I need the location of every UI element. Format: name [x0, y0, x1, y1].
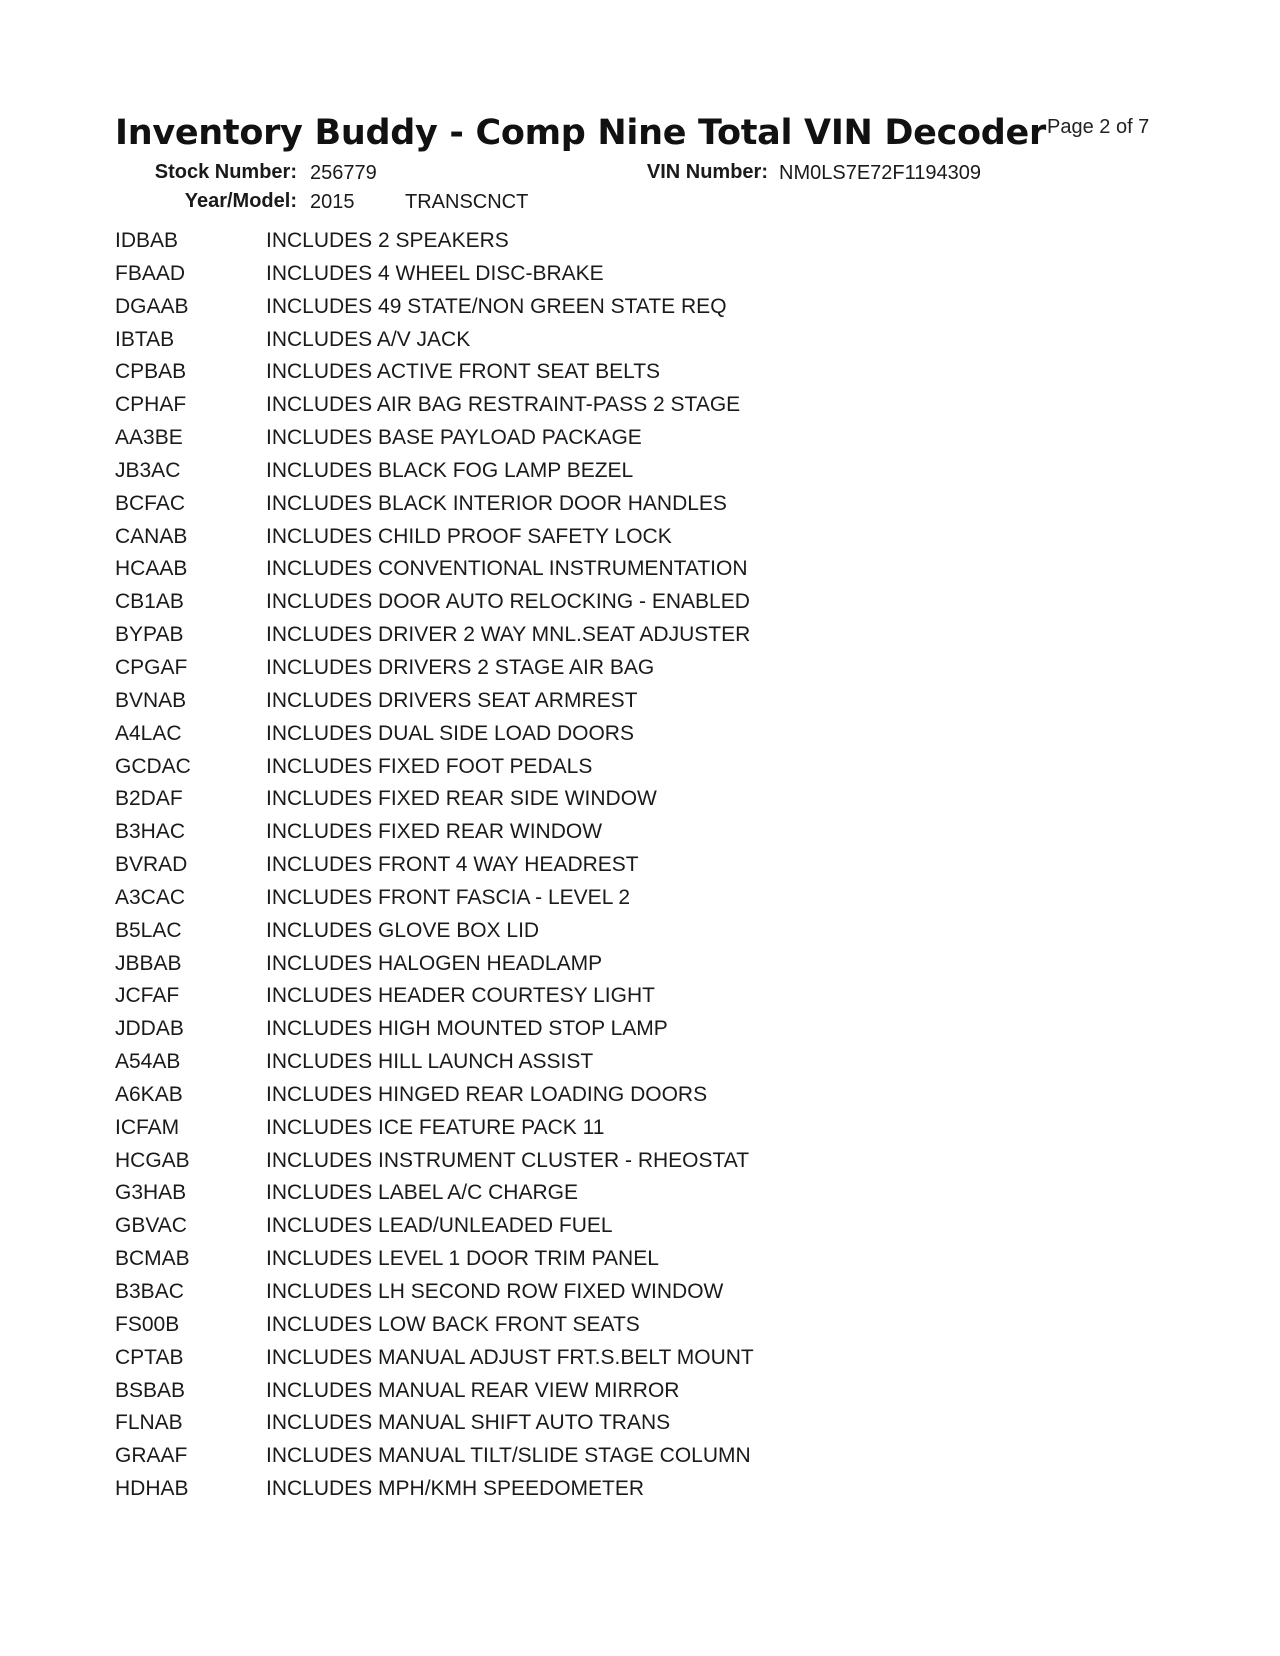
option-row: [115, 360, 1015, 393]
option-description: INCLUDES GLOVE BOX LID: [266, 918, 540, 942]
vin-number-value: NM0LS7E72F1194309: [779, 162, 981, 184]
option-description: INCLUDES BLACK FOG LAMP BEZEL: [266, 458, 634, 482]
option-row: [115, 1214, 1015, 1247]
option-code: B3HAC: [115, 820, 186, 844]
option-row: [115, 557, 1015, 590]
option-code: BCMAB: [115, 1247, 190, 1271]
option-row: [115, 919, 1015, 952]
year-model-label: Year/Model:: [184, 190, 297, 212]
option-description: INCLUDES LEAD/UNLEADED FUEL: [266, 1214, 613, 1238]
option-code: CPHAF: [115, 393, 187, 417]
option-row: [115, 229, 1015, 262]
option-row: [115, 1050, 1015, 1083]
option-code: GBVAC: [115, 1214, 187, 1238]
option-description: INCLUDES 49 STATE/NON GREEN STATE REQ: [266, 294, 727, 318]
option-row: [115, 393, 1015, 426]
option-row: [115, 787, 1015, 820]
option-row: [115, 1313, 1015, 1346]
option-row: [115, 1017, 1015, 1050]
option-description: INCLUDES HIGH MOUNTED STOP LAMP: [266, 1017, 668, 1041]
option-description: INCLUDES HILL LAUNCH ASSIST: [266, 1050, 594, 1074]
option-code: CPBAB: [115, 360, 187, 384]
option-code: HCGAB: [115, 1148, 190, 1172]
option-row: [115, 1477, 1015, 1510]
stock-number-value: 256779: [310, 162, 377, 184]
option-description: INCLUDES BASE PAYLOAD PACKAGE: [266, 426, 642, 450]
option-description: INCLUDES DRIVER 2 WAY MNL.SEAT ADJUSTER: [266, 623, 751, 647]
option-description: INCLUDES HEADER COURTESY LIGHT: [266, 984, 655, 1008]
option-description: INCLUDES DOOR AUTO RELOCKING - ENABLED: [266, 590, 750, 614]
option-row: [115, 492, 1015, 525]
option-code: BYPAB: [115, 623, 184, 647]
option-code: JBBAB: [115, 951, 182, 975]
option-row: [115, 590, 1015, 623]
option-row: [115, 623, 1015, 656]
option-row: [115, 262, 1015, 295]
option-row: [115, 1280, 1015, 1313]
option-description: INCLUDES CONVENTIONAL INSTRUMENTATION: [266, 557, 748, 581]
option-code: FBAAD: [115, 261, 186, 285]
option-description: INCLUDES CHILD PROOF SAFETY LOCK: [266, 524, 672, 548]
model-value: TRANSCNCT: [405, 191, 529, 213]
option-description: INCLUDES DUAL SIDE LOAD DOORS: [266, 721, 634, 745]
option-code: IDBAB: [115, 229, 179, 252]
option-code: B3BAC: [115, 1280, 184, 1303]
option-row: [115, 295, 1015, 328]
option-code: HCAAB: [115, 557, 188, 581]
option-code: A6KAB: [115, 1082, 183, 1106]
option-row: [115, 755, 1015, 788]
option-row: [115, 984, 1015, 1017]
option-description: INCLUDES MANUAL TILT/SLIDE STAGE COLUMN: [266, 1444, 751, 1468]
option-code: BSBAB: [115, 1378, 186, 1402]
option-code: DGAAB: [115, 294, 189, 318]
option-description: INCLUDES MANUAL REAR VIEW MIRROR: [266, 1378, 680, 1402]
option-code: CPTAB: [115, 1345, 184, 1369]
option-code: BCFAC: [115, 491, 186, 515]
option-row: [115, 1116, 1015, 1149]
option-description: INCLUDES FIXED REAR SIDE WINDOW: [266, 787, 657, 811]
option-code: CANAB: [115, 524, 188, 548]
option-code: FLNAB: [115, 1411, 183, 1435]
option-description: INCLUDES LH SECOND ROW FIXED WINDOW: [266, 1280, 724, 1303]
option-description: INCLUDES FRONT FASCIA - LEVEL 2: [266, 885, 631, 909]
page-indicator: Page 2 of 7: [1047, 116, 1150, 138]
option-code: JB3AC: [115, 458, 181, 482]
option-description: INCLUDES MANUAL ADJUST FRT.S.BELT MOUNT: [266, 1345, 754, 1369]
option-row: [115, 1411, 1015, 1444]
option-description: INCLUDES ACTIVE FRONT SEAT BELTS: [266, 360, 661, 384]
option-row: [115, 853, 1015, 886]
option-code: GCDAC: [115, 754, 191, 778]
option-description: INCLUDES MANUAL SHIFT AUTO TRANS: [266, 1411, 671, 1435]
option-code: IBTAB: [115, 327, 175, 351]
option-row: [115, 952, 1015, 985]
option-description: INCLUDES MPH/KMH SPEEDOMETER: [266, 1477, 645, 1501]
option-row: [115, 1083, 1015, 1116]
option-description: INCLUDES A/V JACK: [266, 327, 471, 351]
report-title: Inventory Buddy - Comp Nine Total VIN Decoder: [115, 113, 1046, 153]
stock-number-label: Stock Number:: [154, 161, 297, 183]
option-row: [115, 1379, 1015, 1412]
option-description: INCLUDES DRIVERS SEAT ARMREST: [266, 688, 638, 712]
option-description: INCLUDES HALOGEN HEADLAMP: [266, 951, 603, 975]
option-row: [115, 426, 1015, 459]
option-row: [115, 525, 1015, 558]
option-description: INCLUDES DRIVERS 2 STAGE AIR BAG: [266, 655, 655, 679]
option-row: [115, 820, 1015, 853]
option-row: [115, 1149, 1015, 1182]
option-description: INCLUDES LABEL A/C CHARGE: [266, 1181, 578, 1205]
option-code: GRAAF: [115, 1444, 188, 1468]
option-code: JDDAB: [115, 1017, 184, 1041]
option-description: INCLUDES FRONT 4 WAY HEADREST: [266, 853, 639, 877]
option-description: INCLUDES HINGED REAR LOADING DOORS: [266, 1082, 708, 1106]
option-code: FS00B: [115, 1312, 180, 1336]
option-description: INCLUDES ICE FEATURE PACK 11: [266, 1115, 605, 1139]
year-value: 2015: [310, 191, 355, 213]
option-list: [115, 229, 1015, 1510]
option-code: B5LAC: [115, 918, 182, 942]
option-description: INCLUDES FIXED REAR WINDOW: [266, 820, 603, 844]
option-row: [115, 1247, 1015, 1280]
option-code: BVRAD: [115, 853, 188, 877]
option-description: INCLUDES 4 WHEEL DISC-BRAKE: [266, 261, 604, 285]
option-code: A4LAC: [115, 721, 182, 745]
option-code: AA3BE: [115, 426, 183, 450]
option-description: INCLUDES BLACK INTERIOR DOOR HANDLES: [266, 491, 727, 515]
option-code: B2DAF: [115, 787, 183, 811]
option-code: CPGAF: [115, 655, 188, 679]
option-code: BVNAB: [115, 688, 187, 712]
option-code: A3CAC: [115, 885, 186, 909]
option-code: CB1AB: [115, 590, 184, 614]
option-code: ICFAM: [115, 1115, 180, 1139]
option-row: [115, 1444, 1015, 1477]
option-code: JCFAF: [115, 984, 180, 1008]
option-row: [115, 459, 1015, 492]
option-row: [115, 1181, 1015, 1214]
option-row: [115, 656, 1015, 689]
option-code: G3HAB: [115, 1181, 187, 1205]
option-row: [115, 328, 1015, 361]
option-description: INCLUDES FIXED FOOT PEDALS: [266, 754, 593, 778]
option-row: [115, 886, 1015, 919]
option-row: [115, 689, 1015, 722]
option-row: [115, 722, 1015, 755]
option-description: INCLUDES LEVEL 1 DOOR TRIM PANEL: [266, 1247, 659, 1271]
option-description: INCLUDES INSTRUMENT CLUSTER - RHEOSTAT: [266, 1148, 750, 1172]
option-code: A54AB: [115, 1050, 181, 1074]
option-row: [115, 1346, 1015, 1379]
option-description: INCLUDES LOW BACK FRONT SEATS: [266, 1312, 640, 1336]
option-description: INCLUDES AIR BAG RESTRAINT-PASS 2 STAGE: [266, 393, 741, 417]
option-code: HDHAB: [115, 1477, 189, 1501]
vin-number-label: VIN Number:: [646, 161, 768, 183]
option-description: INCLUDES 2 SPEAKERS: [266, 229, 509, 252]
